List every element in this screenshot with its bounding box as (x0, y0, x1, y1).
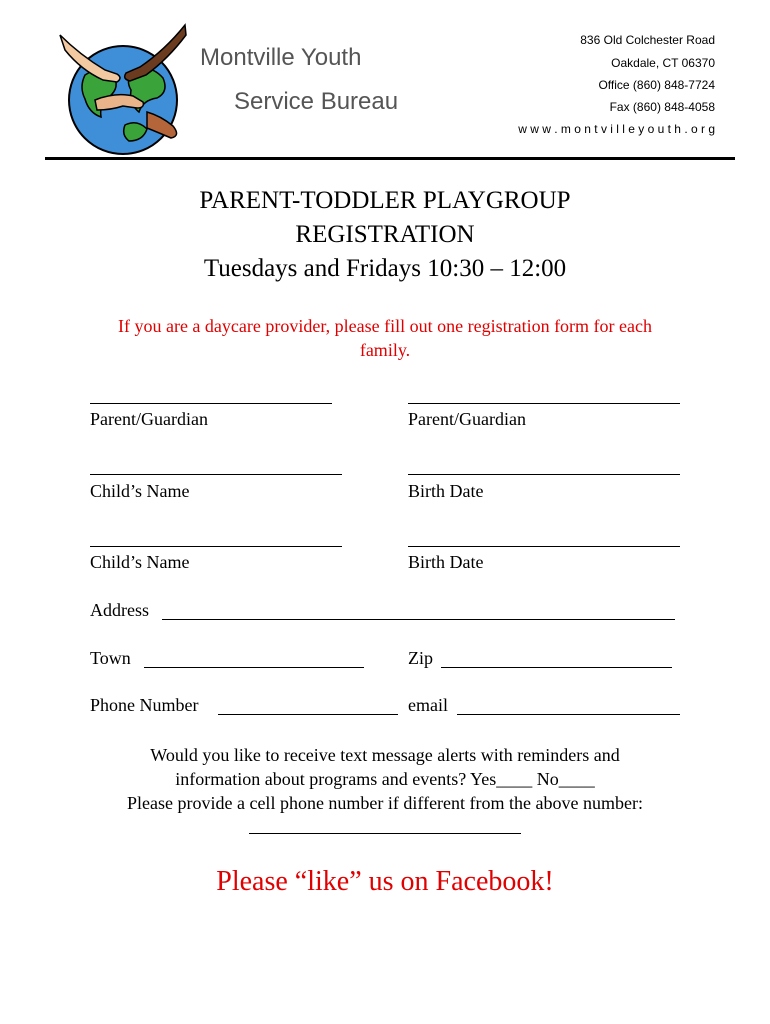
website-link[interactable]: w w w . m o n t v i l l e y o u t h . o r g (518, 122, 715, 136)
child-name-2-field[interactable] (90, 546, 342, 547)
daycare-notice-text: If you are a daycare provider, please fill out one registration form for each family. (117, 316, 653, 360)
address-field[interactable] (162, 619, 675, 620)
phone-label: Phone Number (90, 695, 199, 715)
fax-number: Fax (860) 848-4058 (609, 100, 715, 114)
parent-guardian-2-field[interactable] (408, 403, 680, 404)
cell-number-field[interactable] (249, 833, 521, 834)
form-title-line1: PARENT-TODDLER PLAYGROUP (199, 187, 571, 214)
globe-hands-logo (55, 20, 190, 155)
header-divider (45, 157, 735, 160)
town-label: Town (90, 648, 131, 668)
daycare-notice (95, 314, 675, 362)
org-name-line1: Montville Youth (200, 44, 362, 71)
parent-guardian-2-label: Parent/Guardian (408, 409, 526, 429)
email-label: email (408, 695, 448, 715)
birth-date-1-field[interactable] (408, 474, 680, 475)
email-field[interactable] (457, 714, 680, 715)
facebook-like-text: Please “like” us on Facebook! (216, 866, 554, 897)
org-name-line2: Service Bureau (234, 88, 399, 115)
text-alert-question (110, 743, 660, 791)
city-line: Oakdale, CT 06370 (611, 56, 715, 70)
zip-field[interactable] (441, 667, 672, 668)
address-line: 836 Old Colchester Road (580, 33, 715, 47)
birth-date-2-label: Birth Date (408, 552, 484, 572)
child-name-1-field[interactable] (90, 474, 342, 475)
form-title-line2: REGISTRATION (295, 221, 475, 248)
town-field[interactable] (144, 667, 364, 668)
child-name-1-label: Child’s Name (90, 481, 190, 501)
child-name-2-label: Child’s Name (90, 552, 190, 572)
parent-guardian-1-field[interactable] (90, 403, 332, 404)
office-phone: Office (860) 848-7724 (598, 78, 715, 92)
schedule-text: Tuesdays and Fridays 10:30 – 12:00 (203, 255, 567, 282)
text-alert-question-text: Would you like to receive text message alerts with reminders and information about programs and events? Yes____ No____ (150, 745, 620, 789)
zip-label: Zip (408, 648, 433, 668)
birth-date-2-field[interactable] (408, 546, 680, 547)
parent-guardian-1-label: Parent/Guardian (90, 409, 208, 429)
birth-date-1-label: Birth Date (408, 481, 484, 501)
address-label: Address (90, 600, 149, 620)
cell-number-request: Please provide a cell phone number if different from the above number: (127, 793, 643, 813)
phone-field[interactable] (218, 714, 398, 715)
